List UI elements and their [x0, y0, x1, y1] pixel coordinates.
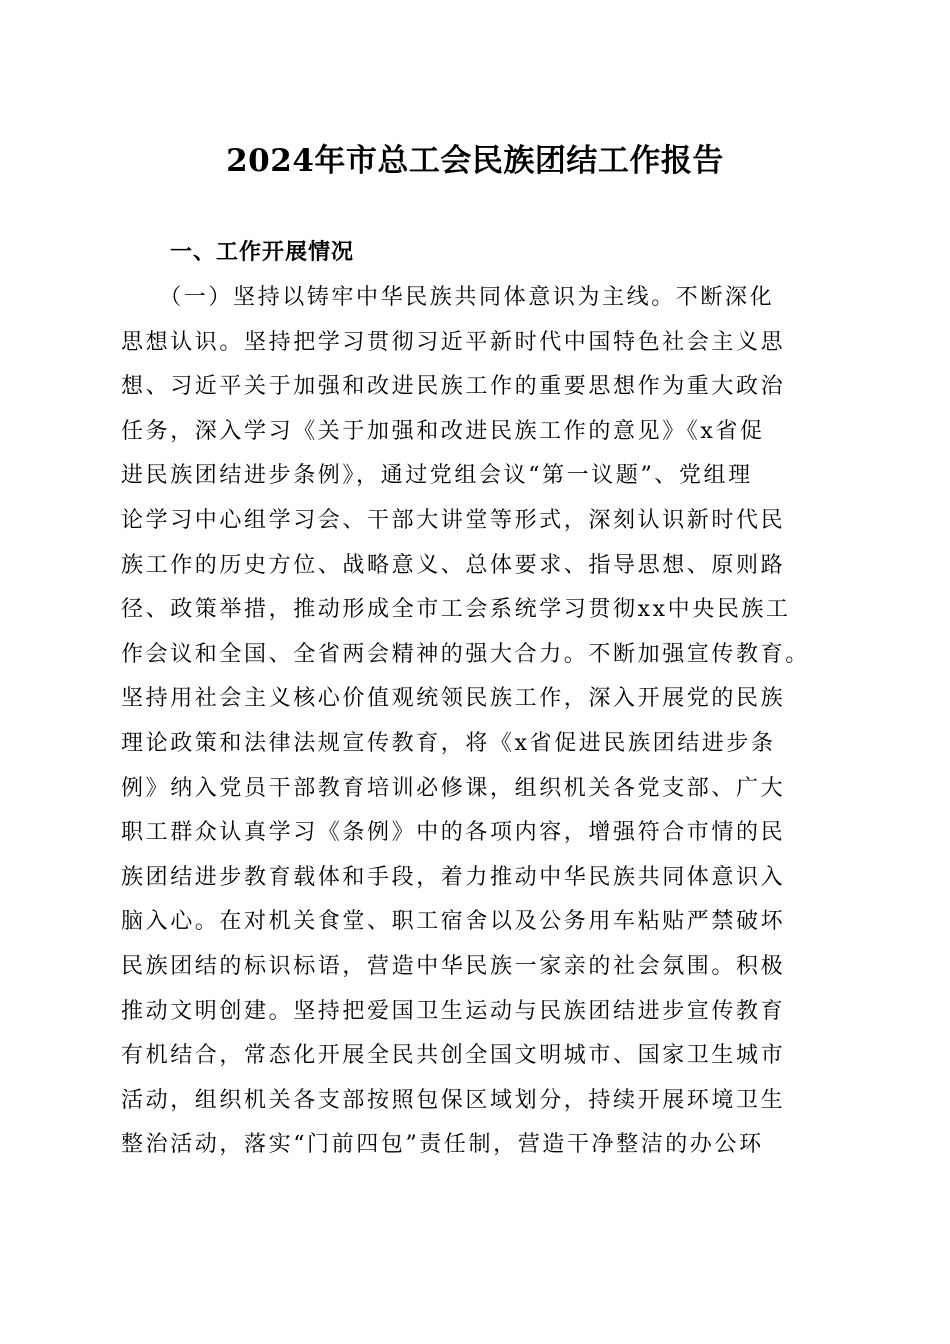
body-text-line: 论学习中心组学习会、干部大讲堂等形式，深刻认识新时代民	[121, 507, 786, 533]
body-text-line: 有机结合，常态化开展全民共创全国文明城市、国家卫生城市	[121, 1043, 786, 1069]
body-text-line: 整治活动，落实“门前四包”责任制，营造干净整洁的办公环	[121, 1132, 764, 1158]
body-text-line: 民族团结的标识标语，营造中华民族一家亲的社会氛围。积极	[121, 953, 786, 979]
body-text-line: 坚持用社会主义核心价值观统领民族工作，深入开展党的民族	[121, 686, 786, 712]
body-text-line: 族团结进步教育载体和手段，着力推动中华民族共同体意识入	[121, 864, 786, 890]
body-text-line: 理论政策和法律法规宣传教育，将《x省促进民族团结进步条	[121, 730, 776, 756]
body-text-line: 例》纳入党员干部教育培训必修课，组织机关各党支部、广大	[121, 775, 786, 801]
body-text-line: 径、政策举措，推动形成全市工会系统学习贯彻xx中央民族工	[121, 597, 791, 623]
body-text-line: 族工作的历史方位、战略意义、总体要求、指导思想、原则路	[121, 552, 786, 578]
body-text-line: 职工群众认真学习《条例》中的各项内容，增强符合市情的民	[121, 820, 786, 846]
body-text-line: （一）坚持以铸牢中华民族共同体意识为主线。不断深化	[121, 285, 775, 310]
body-text-line: 脑入心。在对机关食堂、职工宿舍以及公务用车粘贴严禁破坏	[121, 909, 786, 935]
body-text-line: 推动文明创建。坚持把爱国卫生运动与民族团结进步宣传教育	[121, 998, 786, 1024]
body-text-line: 思想认识。坚持把学习贯彻习近平新时代中国特色社会主义思	[121, 329, 786, 355]
body-text	[121, 276, 841, 1168]
body-text-line: 进民族团结进步条例》，通过党组会议“第一议题”、党组理	[121, 463, 753, 489]
document-title: 2024年市总工会民族团结工作报告	[226, 143, 724, 179]
body-text-line: 任务，深入学习《关于加强和改进民族工作的意见》《x省促	[121, 418, 765, 444]
body-text-line: 活动，组织机关各支部按照包保区域划分，持续开展环境卫生	[121, 1087, 786, 1113]
section-heading: 一、工作开展情况	[170, 240, 355, 265]
body-text-line: 想、习近平关于加强和改进民族工作的重要思想作为重大政治	[121, 374, 786, 400]
body-text-line: 作会议和全国、全省两会精神的强大合力。不断加强宣传教育。	[121, 641, 810, 667]
